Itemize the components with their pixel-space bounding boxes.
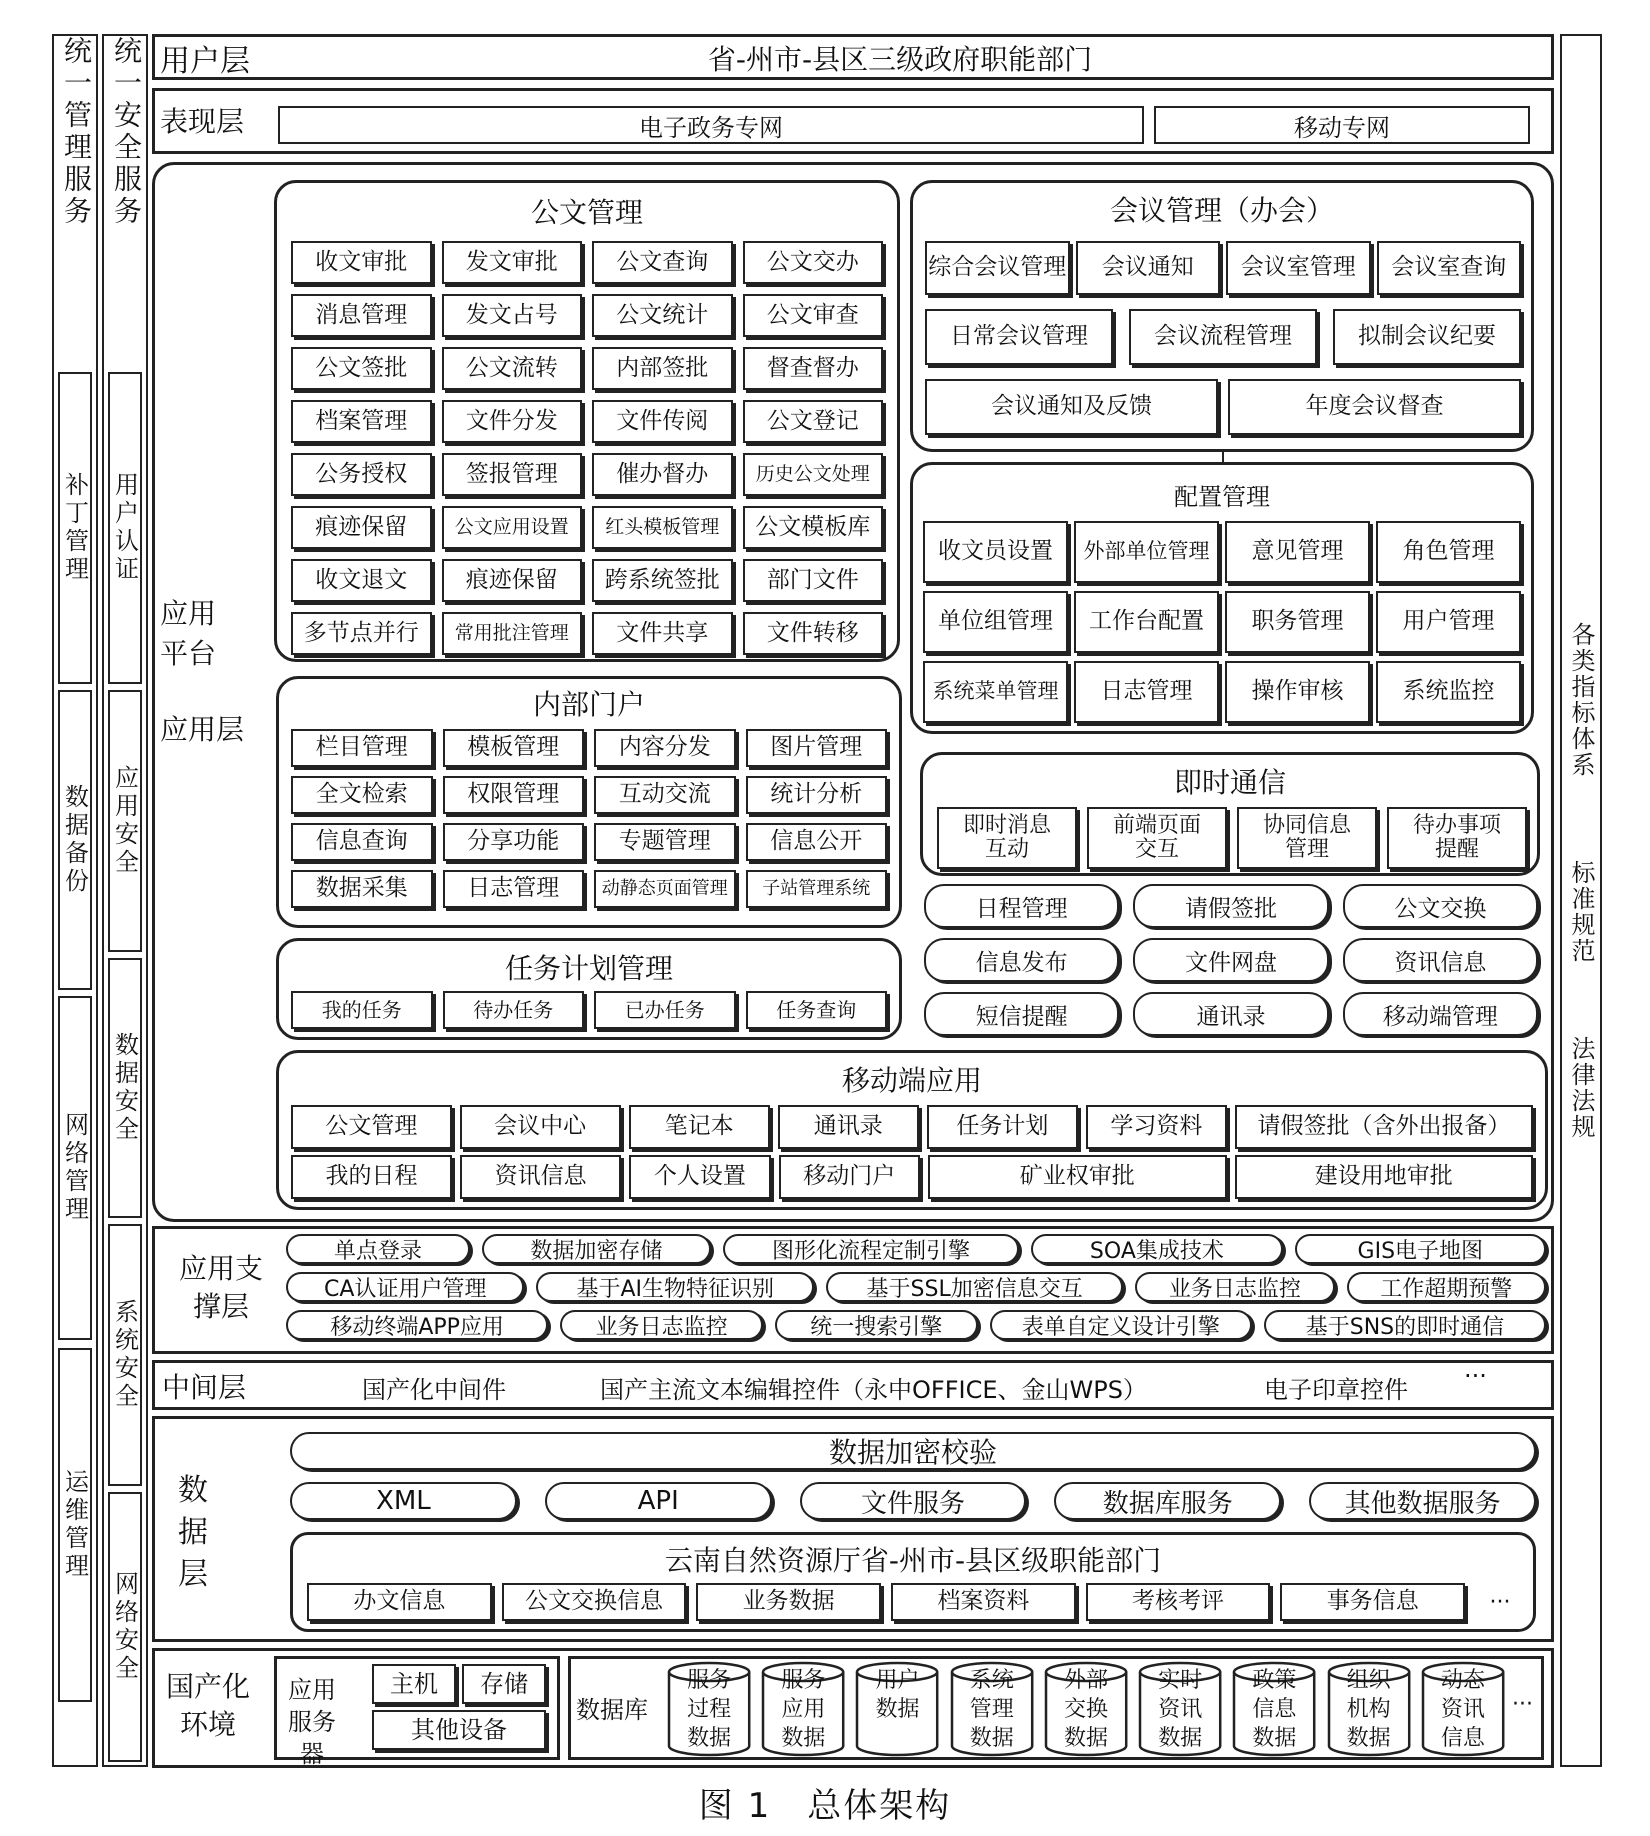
network-security-label: 网络安全 <box>110 1571 139 1683</box>
support-row2-pill-0: CA认证用户管理 <box>286 1272 524 1302</box>
internal-portal-cell-13: 日志管理 <box>443 870 585 908</box>
storage-box: 存储 <box>462 1664 546 1704</box>
document-mgmt-cell-13: 文件分发 <box>442 400 583 443</box>
ops-mgmt-box <box>58 1348 92 1702</box>
support-row3-pill-1: 业务日志监控 <box>560 1310 763 1340</box>
unified-security-title: 统一安全服务 <box>110 36 143 228</box>
env-layer-label: 国产化环境 <box>165 1670 250 1741</box>
other-devices-box: 其他设备 <box>372 1710 546 1750</box>
meeting-row1-cell-0: 综合会议管理 <box>925 241 1070 295</box>
support-row-3 <box>286 1310 1546 1342</box>
support-row1-pill-1: 数据加密存储 <box>482 1234 711 1264</box>
database-cylinder-label: 服务应用数据 <box>781 1668 826 1751</box>
document-mgmt-cell-2: 公文查询 <box>592 241 733 284</box>
database-cylinder-label: 外部交换数据 <box>1063 1668 1108 1751</box>
middle-item-seal-control: 电子印章控件 <box>1264 1376 1408 1404</box>
support-row1-pill-2: 图形化流程定制引擎 <box>723 1234 1019 1264</box>
data-service-pill-2: 文件服务 <box>800 1482 1027 1520</box>
document-mgmt-cell-23: 公文模板库 <box>743 506 884 549</box>
mobile-app-row1-cell-4: 任务计划 <box>927 1105 1078 1149</box>
task-plan-grid <box>291 991 887 1029</box>
database-cylinder-label: 服务过程数据 <box>687 1668 732 1751</box>
data-security-label: 数据安全 <box>110 1032 139 1144</box>
support-row3-pill-2: 统一搜索引擎 <box>775 1310 978 1340</box>
middle-item-domestic-middleware: 国产化中间件 <box>362 1376 506 1404</box>
mobile-app-row1-cell-0: 公文管理 <box>291 1105 452 1149</box>
misc-service-pill-1: 请假签批 <box>1133 884 1328 928</box>
data-source-cell-4: 考核考评 <box>1086 1583 1271 1621</box>
internal-portal-cell-14: 动静态页面管理 <box>594 870 736 908</box>
mobile-app-row1-cell-1: 会议中心 <box>460 1105 621 1149</box>
meeting-row3-cell-0: 会议通知及反馈 <box>925 379 1218 435</box>
document-mgmt-cell-11: 督查督办 <box>743 347 884 390</box>
misc-service-pill-0: 日程管理 <box>924 884 1119 928</box>
database-cylinder-8 <box>1420 1660 1506 1758</box>
instant-messaging-cell-2: 协同信息管理 <box>1237 807 1377 869</box>
indicator-system-label: 各类指标体系 <box>1567 622 1595 778</box>
database-cylinder-5 <box>1137 1660 1223 1758</box>
document-mgmt-grid <box>291 241 883 655</box>
egov-network-box: 电子政务专网 <box>278 106 1144 144</box>
database-cylinder-6 <box>1231 1660 1317 1758</box>
document-mgmt-title: 公文管理 <box>530 196 643 229</box>
mobile-apps-title: 移动端应用 <box>841 1064 982 1097</box>
mobile-app-row2-cell-4: 矿业权审批 <box>928 1155 1227 1199</box>
config-mgmt-cell-7: 用户管理 <box>1376 591 1521 653</box>
middle-item-ellipsis: ··· <box>1464 1362 1487 1390</box>
database-cylinder-0 <box>666 1660 752 1758</box>
document-mgmt-cell-17: 签报管理 <box>442 453 583 496</box>
task-plan-cell-2: 已办任务 <box>594 991 736 1029</box>
instant-messaging-grid <box>937 807 1527 869</box>
database-cylinder-7 <box>1326 1660 1412 1758</box>
database-ellipsis: ··· <box>1512 1692 1533 1717</box>
meeting-row1-cell-2: 会议室管理 <box>1226 241 1371 295</box>
database-cylinder-4 <box>1043 1660 1129 1758</box>
document-mgmt-cell-10: 内部签批 <box>592 347 733 390</box>
internal-portal-section <box>276 676 902 928</box>
data-security-box <box>108 958 142 1218</box>
database-cylinder-2 <box>854 1660 940 1758</box>
instant-messaging-section <box>920 752 1540 876</box>
misc-service-pill-3: 信息发布 <box>924 938 1119 982</box>
internal-portal-cell-7: 统计分析 <box>746 776 888 814</box>
system-security-label: 系统安全 <box>110 1299 139 1411</box>
mobile-app-row2-cell-5: 建设用地审批 <box>1235 1155 1534 1199</box>
database-cylinder-label: 用户数据 <box>875 1668 920 1722</box>
user-layer-content: 省-州市-县区三级政府职能部门 <box>707 43 1093 76</box>
presentation-layer-label: 表现层 <box>160 105 245 138</box>
document-mgmt-cell-5: 发文占号 <box>442 294 583 337</box>
user-layer-label: 用户层 <box>160 44 250 79</box>
user-auth-box <box>108 372 142 684</box>
mobile-app-row1-cell-6: 请假签批（含外出报备） <box>1235 1105 1533 1149</box>
laws-label: 法律法规 <box>1567 1036 1595 1140</box>
internal-portal-cell-4: 全文检索 <box>291 776 433 814</box>
mobile-app-row1-cell-5: 学习资料 <box>1086 1105 1227 1149</box>
task-plan-title: 任务计划管理 <box>504 952 673 985</box>
database-label: 数据库 <box>576 1696 648 1724</box>
database-cylinder-label: 系统管理数据 <box>969 1668 1014 1751</box>
support-row3-pill-0: 移动终端APP应用 <box>286 1310 548 1340</box>
meeting-row3-cell-1: 年度会议督查 <box>1228 379 1521 435</box>
patch-mgmt-box <box>58 372 92 684</box>
meeting-row2-cell-0: 日常会议管理 <box>925 309 1113 365</box>
data-source-cell-1: 公文交换信息 <box>502 1583 687 1621</box>
internal-portal-cell-0: 栏目管理 <box>291 729 433 767</box>
config-mgmt-cell-3: 角色管理 <box>1376 521 1521 583</box>
data-source-cell-0: 办文信息 <box>307 1583 492 1621</box>
task-plan-cell-1: 待办任务 <box>443 991 585 1029</box>
mobile-apps-row-1 <box>291 1105 1533 1149</box>
internal-portal-cell-6: 互动交流 <box>594 776 736 814</box>
support-row1-pill-0: 单点登录 <box>286 1234 470 1264</box>
config-mgmt-section <box>910 462 1534 734</box>
data-service-pill-3: 数据库服务 <box>1054 1482 1281 1520</box>
config-mgmt-cell-6: 职务管理 <box>1225 591 1370 653</box>
instant-messaging-cell-0: 即时消息互动 <box>937 807 1077 869</box>
meeting-row2-cell-1: 会议流程管理 <box>1129 309 1317 365</box>
support-row2-pill-1: 基于AI生物特征识别 <box>536 1272 814 1302</box>
document-mgmt-cell-19: 历史公文处理 <box>743 453 884 496</box>
config-mgmt-cell-9: 日志管理 <box>1074 661 1219 723</box>
mobile-app-row2-cell-0: 我的日程 <box>291 1155 452 1199</box>
document-mgmt-cell-20: 痕迹保留 <box>291 506 432 549</box>
data-service-pill-4: 其他数据服务 <box>1309 1482 1536 1520</box>
database-cylinder-3 <box>949 1660 1035 1758</box>
support-row-1 <box>286 1234 1546 1266</box>
meeting-mgmt-section <box>910 180 1534 452</box>
mobile-apps-row-2 <box>291 1155 1533 1199</box>
document-mgmt-cell-14: 文件传阅 <box>592 400 733 443</box>
config-mgmt-cell-2: 意见管理 <box>1225 521 1370 583</box>
data-source-cell-3: 档案资料 <box>891 1583 1076 1621</box>
network-security-box <box>108 1492 142 1762</box>
data-backup-box <box>58 690 92 990</box>
document-mgmt-cell-18: 催办督办 <box>592 453 733 496</box>
internal-portal-title: 内部门户 <box>532 688 645 721</box>
support-row3-pill-4: 基于SNS的即时通信 <box>1264 1310 1546 1340</box>
instant-messaging-cell-1: 前端页面交互 <box>1087 807 1227 869</box>
mobile-app-row2-cell-1: 资讯信息 <box>460 1155 621 1199</box>
internal-portal-cell-2: 内容分发 <box>594 729 736 767</box>
document-mgmt-cell-9: 公文流转 <box>442 347 583 390</box>
middle-item-text-editor: 国产主流文本编辑控件（永中OFFICE、金山WPS） <box>600 1376 1147 1404</box>
document-mgmt-cell-1: 发文审批 <box>442 241 583 284</box>
instant-messaging-cell-3: 待办事项提醒 <box>1387 807 1527 869</box>
misc-service-pill-2: 公文交换 <box>1343 884 1538 928</box>
internal-portal-cell-1: 模板管理 <box>443 729 585 767</box>
support-row2-pill-2: 基于SSL加密信息交互 <box>826 1272 1123 1302</box>
system-security-box <box>108 1224 142 1486</box>
document-mgmt-cell-28: 多节点并行 <box>291 612 432 655</box>
app-platform-label: 应用平台 <box>160 597 217 670</box>
host-box: 主机 <box>372 1664 456 1704</box>
instant-messaging-title: 即时通信 <box>1173 766 1286 799</box>
meeting-row1-cell-1: 会议通知 <box>1076 241 1221 295</box>
config-mgmt-cell-11: 系统监控 <box>1376 661 1521 723</box>
internal-portal-grid <box>291 729 887 908</box>
misc-service-pill-7: 通讯录 <box>1133 992 1328 1036</box>
mobile-network-box: 移动专网 <box>1154 106 1530 144</box>
misc-service-pill-6: 短信提醒 <box>924 992 1119 1036</box>
document-mgmt-section <box>274 180 900 662</box>
meeting-row-2 <box>925 309 1521 365</box>
config-mgmt-cell-1: 外部单位管理 <box>1074 521 1219 583</box>
misc-services-grid <box>924 884 1538 1036</box>
support-layer-label: 应用支撑层 <box>178 1252 263 1323</box>
meeting-row1-cell-3: 会议室查询 <box>1377 241 1522 295</box>
internal-portal-cell-5: 权限管理 <box>443 776 585 814</box>
unified-management-title: 统一管理服务 <box>60 36 93 228</box>
data-sources-row <box>307 1583 1525 1621</box>
internal-portal-cell-3: 图片管理 <box>746 729 888 767</box>
database-cylinder-label: 实时资讯数据 <box>1158 1668 1203 1751</box>
meeting-row-1 <box>925 241 1521 295</box>
ops-mgmt-label: 运维管理 <box>60 1469 89 1581</box>
internal-portal-cell-12: 数据采集 <box>291 870 433 908</box>
document-mgmt-cell-22: 红头模板管理 <box>592 506 733 549</box>
standards-label: 标准规范 <box>1567 860 1595 964</box>
mobile-app-row2-cell-3: 移动门户 <box>779 1155 920 1199</box>
internal-portal-cell-15: 子站管理系统 <box>746 870 888 908</box>
mobile-app-row1-cell-3: 通讯录 <box>778 1105 919 1149</box>
task-plan-section <box>276 938 902 1040</box>
data-encryption-bar: 数据加密校验 <box>290 1432 1536 1470</box>
network-mgmt-label: 网络管理 <box>60 1112 89 1224</box>
config-mgmt-grid <box>923 521 1521 723</box>
document-mgmt-cell-15: 公文登记 <box>743 400 884 443</box>
meeting-row-3 <box>925 379 1521 435</box>
misc-service-pill-8: 移动端管理 <box>1343 992 1538 1036</box>
document-mgmt-cell-21: 公文应用设置 <box>442 506 583 549</box>
document-mgmt-cell-7: 公文审查 <box>743 294 884 337</box>
config-mgmt-cell-5: 工作台配置 <box>1074 591 1219 653</box>
document-mgmt-cell-26: 跨系统签批 <box>592 559 733 602</box>
config-mgmt-cell-4: 单位组管理 <box>923 591 1068 653</box>
database-cylinder-label: 政策信息数据 <box>1252 1668 1297 1751</box>
app-layer-label: 应用层 <box>160 713 245 746</box>
document-mgmt-cell-0: 收文审批 <box>291 241 432 284</box>
internal-portal-cell-8: 信息查询 <box>291 823 433 861</box>
app-security-box <box>108 690 142 952</box>
support-row2-pill-4: 工作超期预警 <box>1347 1272 1546 1302</box>
data-services-row <box>290 1482 1536 1522</box>
internal-portal-cell-11: 信息公开 <box>746 823 888 861</box>
support-row1-pill-3: SOA集成技术 <box>1031 1234 1282 1264</box>
app-security-label: 应用安全 <box>110 765 139 877</box>
config-mgmt-cell-0: 收文员设置 <box>923 521 1068 583</box>
database-cylinder-label: 组织机构数据 <box>1346 1668 1391 1751</box>
document-mgmt-cell-27: 部门文件 <box>743 559 884 602</box>
mobile-app-row2-cell-2: 个人设置 <box>629 1155 770 1199</box>
user-auth-label: 用户认证 <box>110 472 139 584</box>
database-cylinder-1 <box>760 1660 846 1758</box>
document-mgmt-cell-16: 公务授权 <box>291 453 432 496</box>
database-cylinder-label: 动态资讯信息 <box>1440 1668 1485 1751</box>
middle-layer-label: 中间层 <box>162 1371 247 1404</box>
internal-portal-cell-10: 专题管理 <box>594 823 736 861</box>
data-service-pill-1: API <box>545 1482 772 1520</box>
mobile-apps-section <box>276 1050 1548 1210</box>
meeting-row2-cell-2: 拟制会议纪要 <box>1333 309 1521 365</box>
document-mgmt-cell-6: 公文统计 <box>592 294 733 337</box>
app-server-label: 应用服务器 <box>288 1676 336 1768</box>
network-mgmt-box <box>58 996 92 1340</box>
document-mgmt-cell-12: 档案管理 <box>291 400 432 443</box>
support-row2-pill-3: 业务日志监控 <box>1135 1272 1334 1302</box>
mobile-app-row1-cell-2: 笔记本 <box>629 1105 770 1149</box>
data-source-cell-5: 事务信息 <box>1280 1583 1465 1621</box>
database-cylinders <box>666 1660 1506 1758</box>
support-row3-pill-3: 表单自定义设计引擎 <box>990 1310 1252 1340</box>
document-mgmt-cell-29: 常用批注管理 <box>442 612 583 655</box>
document-mgmt-cell-8: 公文签批 <box>291 347 432 390</box>
task-plan-cell-0: 我的任务 <box>291 991 433 1029</box>
config-mgmt-cell-8: 系统菜单管理 <box>923 661 1068 723</box>
meeting-mgmt-title: 会议管理（办会） <box>1109 194 1334 227</box>
support-row-2 <box>286 1272 1546 1304</box>
document-mgmt-cell-3: 公文交办 <box>743 241 884 284</box>
document-mgmt-cell-30: 文件共享 <box>592 612 733 655</box>
internal-portal-cell-9: 分享功能 <box>443 823 585 861</box>
data-source-title: 云南自然资源厅省-州市-县区级职能部门 <box>664 1544 1162 1577</box>
patch-mgmt-label: 补丁管理 <box>60 472 89 584</box>
figure-caption: 图 1 总体架构 <box>698 1785 952 1826</box>
task-plan-cell-3: 任务查询 <box>746 991 888 1029</box>
data-backup-label: 数据备份 <box>60 784 89 896</box>
data-service-pill-0: XML <box>290 1482 517 1520</box>
misc-service-pill-5: 资讯信息 <box>1343 938 1538 982</box>
data-layer-label: 数据层 <box>178 1473 208 1592</box>
support-row1-pill-4: GIS电子地图 <box>1295 1234 1546 1264</box>
misc-service-pill-4: 文件网盘 <box>1133 938 1328 982</box>
document-mgmt-cell-31: 文件转移 <box>743 612 884 655</box>
data-sources-section <box>290 1532 1536 1632</box>
data-source-cell-2: 业务数据 <box>696 1583 881 1621</box>
data-source-ellipsis: ··· <box>1489 1589 1511 1615</box>
config-mgmt-cell-10: 操作审核 <box>1225 661 1370 723</box>
document-mgmt-cell-24: 收文退文 <box>291 559 432 602</box>
document-mgmt-cell-25: 痕迹保留 <box>442 559 583 602</box>
config-mgmt-title: 配置管理 <box>1174 483 1270 511</box>
document-mgmt-cell-4: 消息管理 <box>291 294 432 337</box>
